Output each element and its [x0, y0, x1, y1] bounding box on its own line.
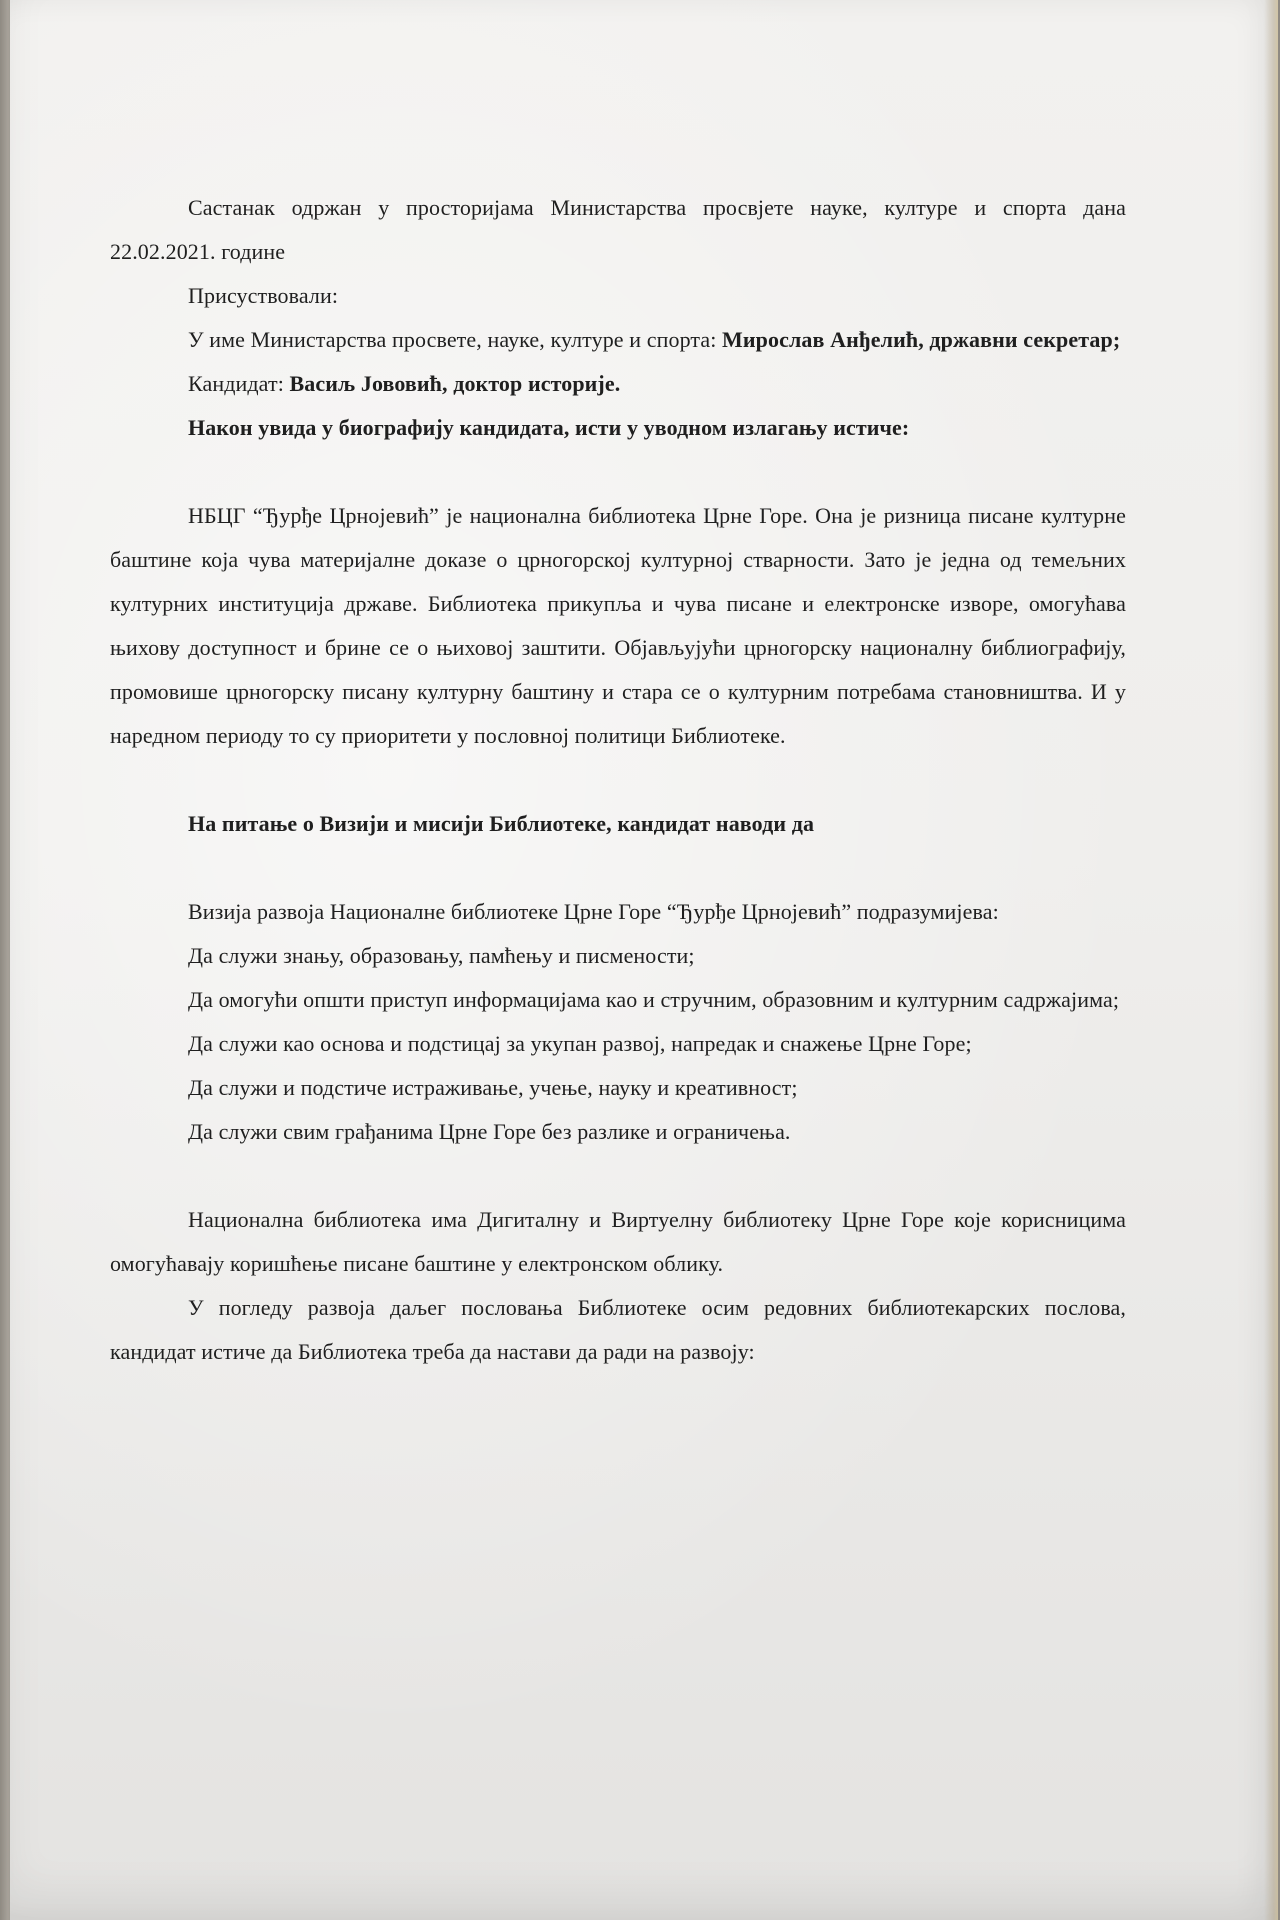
- vision-item-1: Да служи знању, образовању, памћењу и писмености;: [188, 943, 695, 968]
- spacer: [110, 1154, 1126, 1198]
- spacer: [110, 758, 1126, 802]
- candidate-name: Васиљ Јововић, доктор историје.: [289, 371, 621, 396]
- ministry-representative-name: Мирослав Анђелић, државни секретар;: [722, 327, 1121, 352]
- candidate-label: Кандидат:: [188, 371, 290, 396]
- vision-question-heading: [110, 802, 1126, 846]
- meeting-intro-paragraph: Састанак одржан у просторијама Министарства просвјете науке, културе и спорта дана 22.02.2021. године: [110, 195, 1126, 264]
- candidate-paragraph: [110, 362, 1126, 406]
- vision-item-4: Да служи и подстиче истраживање, учење, науку и креативност;: [188, 1075, 798, 1100]
- paper-edge: [1264, 0, 1278, 1920]
- review-statement: [110, 406, 1126, 450]
- library-description-paragraph: НБЦГ “Ђурђе Црнојевић” је национална библиотека Црне Горе. Она је ризница писане културне баштине која чува материјалне доказе о црногорској културној стварности. Зато је једна од темељних културних институција државе. Библиотека прикупља и чува писане и електронске изворе, омогућава њихову доступност и брине се о њиховој заштити. Објављујући црногорску националну библиографију, промовише црногорску писану културну баштину и стара се о културним потребама становништва. И у наредном периоду то су приоритети у пословној политици Библиотеке.: [110, 503, 1126, 748]
- review-statement-text: Након увида у биографију кандидата, исти у уводном излагању истиче:: [188, 415, 910, 440]
- digital-library-paragraph: Национална библиотека има Дигиталну и Виртуелну библиотеку Црне Горе које корисницима омогућавају коришћење писане баштине у електронском облику.: [110, 1207, 1126, 1276]
- document-body: [110, 186, 1126, 1374]
- ministry-representative-paragraph: [110, 318, 1126, 362]
- paper-sheet: [10, 0, 1278, 1920]
- vision-item-5: Да служи свим грађанима Црне Горе без разлике и ограничења.: [188, 1119, 791, 1144]
- vision-item-2: Да омогући општи приступ информацијама као и стручним, образовним и културним садржајима;: [188, 987, 1120, 1012]
- spacer: [110, 450, 1126, 494]
- ministry-representative-label: У име Министарства просвете, науке, културе и спорта:: [188, 327, 723, 352]
- vision-question-text: На питање о Визији и мисији Библиотеке, кандидат наводи да: [188, 811, 815, 836]
- attendees-heading: Присуствовали:: [188, 283, 339, 308]
- vision-intro-paragraph: Визија развоја Националне библиотеке Црне Горе “Ђурђе Црнојевић” подразумијева:: [188, 899, 999, 924]
- spacer: [110, 846, 1126, 890]
- development-paragraph: У погледу развоја даљег пословања Библиотеке осим редовних библиотекарских послова, кандидат истиче да Библиотека треба да настави да ради на развоју:: [110, 1295, 1126, 1364]
- vision-item-3: Да служи као основа и подстицај за укупан развој, напредак и снажење Црне Горе;: [188, 1031, 972, 1056]
